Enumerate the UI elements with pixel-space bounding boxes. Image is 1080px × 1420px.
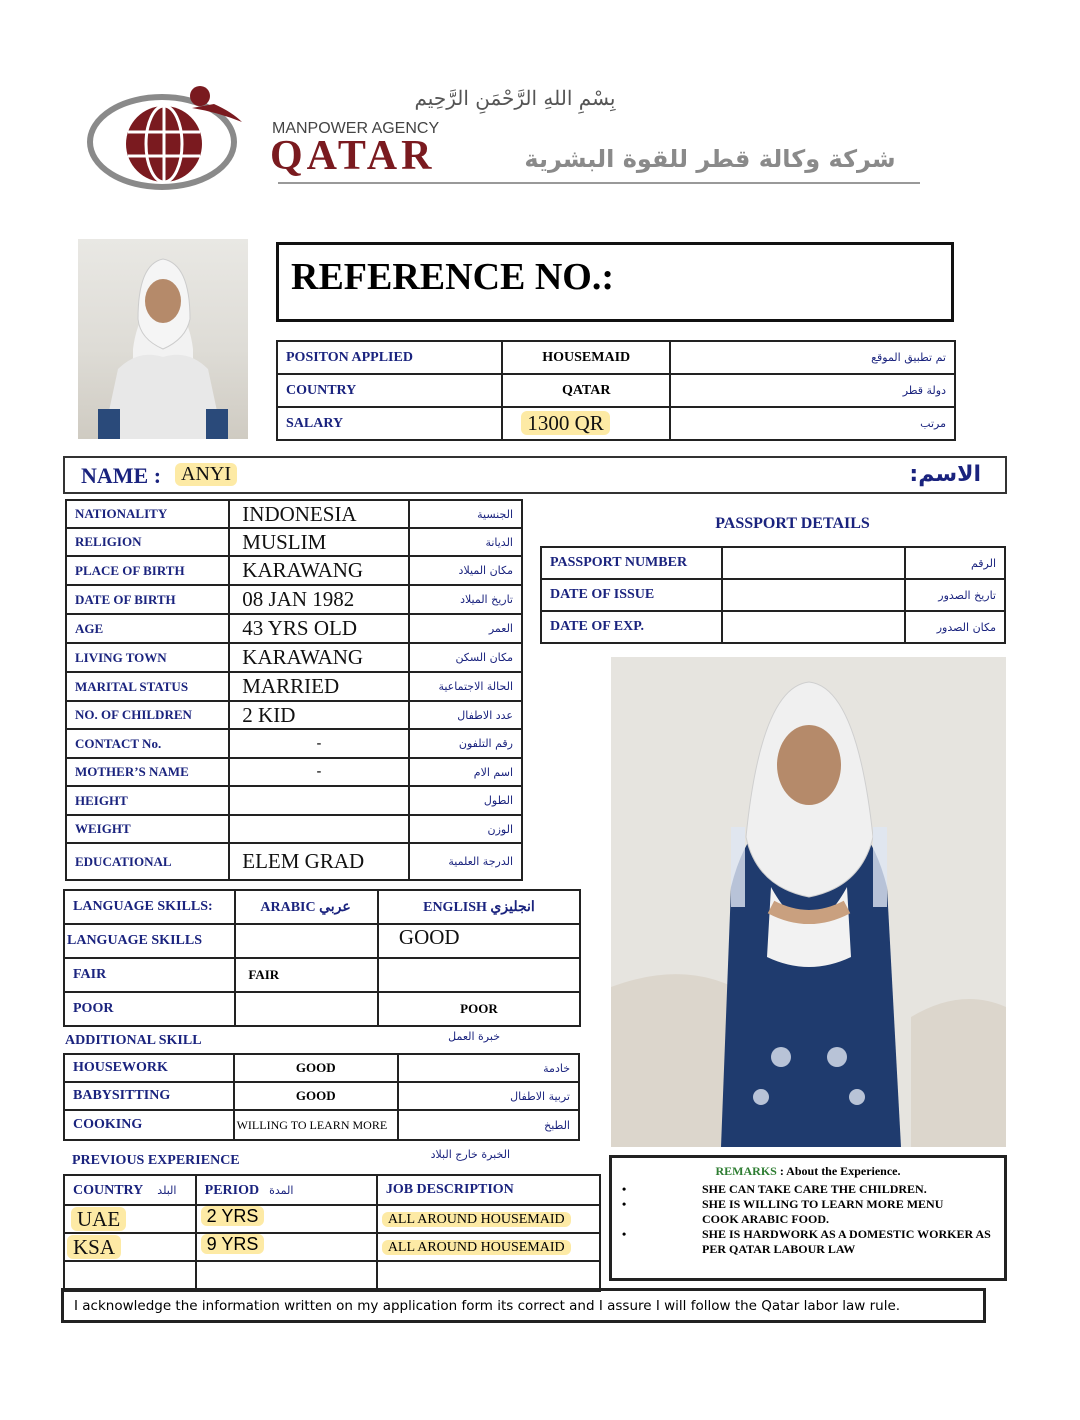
personal-field-value: -	[229, 758, 408, 786]
table-row	[64, 890, 580, 924]
remark-text: SHE CAN TAKE CARE THE CHILDREN.	[702, 1182, 927, 1196]
personal-field-label: RELIGION	[66, 528, 229, 556]
english-header: ENGLISH انجليزي	[378, 890, 580, 924]
period-header: PERIOD	[204, 1183, 260, 1198]
experience-country	[64, 1261, 196, 1291]
agency-name: QATAR	[270, 133, 436, 179]
name-bar	[63, 456, 1007, 494]
personal-field-arabic: رقم التلفون	[409, 729, 522, 758]
previous-experience-arabic-title: الخبرة خارج البلاد	[430, 1148, 510, 1161]
english-poor: POOR	[378, 992, 580, 1026]
expiry-date-label: DATE OF EXP.	[541, 611, 722, 643]
personal-field-value: MUSLIM	[229, 528, 408, 556]
expiry-date-arabic: مكان الصدور	[905, 611, 1005, 643]
table-row	[64, 958, 580, 992]
experience-period	[196, 1261, 377, 1291]
acknowledgement-text: I acknowledge the information written on my application form its correct and I assure I will follow the Qatar labor law rule.	[74, 1298, 901, 1314]
table-row	[64, 1082, 579, 1110]
personal-field-value	[229, 815, 408, 843]
remarks-suffix: : About the Experience.	[779, 1164, 901, 1178]
position-value: HOUSEMAID	[502, 341, 670, 374]
position-arabic: تم تطبيق الموقع	[670, 341, 955, 374]
babysitting-label: BABYSITTING	[64, 1082, 234, 1110]
list-item: • SHE IS HARDWORK AS A DOMESTIC WORKER AS PER QATAR LABOUR LAW	[612, 1227, 1004, 1257]
job-description-header: JOB DESCRIPTION	[377, 1175, 600, 1205]
table-row	[66, 701, 522, 729]
country-header-arabic: البلد	[157, 1184, 177, 1197]
previous-experience-title: PREVIOUS EXPERIENCE	[72, 1153, 240, 1168]
cooking-label: COOKING	[64, 1110, 234, 1140]
reference-box	[276, 242, 954, 322]
name-arabic: الاسم:	[909, 462, 981, 487]
position-table	[276, 340, 956, 441]
table-row	[64, 992, 580, 1026]
table-row	[64, 924, 580, 958]
cooking-arabic: الطبخ	[398, 1110, 579, 1140]
personal-field-label: HEIGHT	[66, 786, 229, 815]
salary-value: 1300 QR	[521, 411, 609, 435]
personal-field-value: 2 KID	[229, 701, 408, 729]
personal-field-arabic: مكان الميلاد	[409, 556, 522, 585]
personal-field-arabic: الجنسية	[409, 500, 522, 528]
personal-field-arabic: عدد الاطفال	[409, 701, 522, 729]
personal-field-arabic: الطول	[409, 786, 522, 815]
globe-person-icon	[82, 82, 262, 192]
experience-job	[377, 1261, 600, 1291]
table-row	[64, 1054, 579, 1082]
remarks-label: REMARKS	[715, 1164, 777, 1178]
table-row	[541, 611, 1005, 643]
additional-skill-table	[63, 1053, 580, 1141]
table-row	[64, 1175, 600, 1205]
table-row	[277, 407, 955, 440]
agency-logo	[82, 82, 262, 192]
personal-field-value: 43 YRS OLD	[229, 614, 408, 643]
bismillah-calligraphy: بِسْمِ اللهِ الرَّحْمَنِ الرَّحِيم	[414, 86, 616, 110]
cooking-value: WILLING TO LEARN MORE	[234, 1110, 398, 1140]
english-level: GOOD	[378, 924, 580, 958]
table-row	[277, 341, 955, 374]
personal-field-value: KARAWANG	[229, 556, 408, 585]
personal-field-arabic: الديانة	[409, 528, 522, 556]
passport-title: PASSPORT DETAILS	[715, 515, 870, 532]
full-body-photo	[611, 657, 1006, 1147]
personal-field-arabic: الدرجة العلمية	[409, 843, 522, 880]
salary-arabic: مرتب	[670, 407, 955, 440]
table-row	[64, 1233, 600, 1261]
experience-country: UAE	[71, 1207, 126, 1231]
language-table	[63, 889, 581, 1027]
personal-field-label: MOTHER’S NAME	[66, 758, 229, 786]
table-row	[66, 614, 522, 643]
header-underline	[278, 182, 920, 184]
personal-field-label: PLACE OF BIRTH	[66, 556, 229, 585]
name-label: NAME :	[81, 463, 162, 488]
reference-title: REFERENCE NO.:	[291, 256, 615, 298]
additional-skill-arabic-title: خبرة العمل	[448, 1030, 500, 1043]
arabic-header: ARABIC عربي	[235, 890, 378, 924]
personal-field-label: WEIGHT	[66, 815, 229, 843]
position-label: POSITON APPLIED	[277, 341, 502, 374]
experience-job: ALL AROUND HOUSEMAID	[382, 1212, 571, 1227]
personal-field-arabic: اسم الام	[409, 758, 522, 786]
personal-field-value: MARRIED	[229, 672, 408, 701]
table-row	[64, 1110, 579, 1140]
table-row	[66, 672, 522, 701]
list-item: • SHE IS WILLING TO LEARN MORE MENU COOK ARABIC FOOD.	[612, 1197, 1004, 1227]
expiry-date-value	[722, 611, 905, 643]
table-row	[277, 374, 955, 407]
table-row	[66, 556, 522, 585]
issue-date-arabic: تاريخ الصدور	[905, 579, 1005, 611]
table-row	[541, 579, 1005, 611]
personal-field-label: CONTACT No.	[66, 729, 229, 758]
remark-text: SHE IS HARDWORK AS A DOMESTIC WORKER AS PER QATAR LABOUR LAW	[702, 1227, 991, 1256]
table-row	[541, 547, 1005, 579]
remarks-box	[609, 1155, 1007, 1281]
table-row	[66, 643, 522, 672]
remark-text: SHE IS WILLING TO LEARN MORE MENU COOK ARABIC FOOD.	[702, 1197, 944, 1226]
country-label: COUNTRY	[277, 374, 502, 407]
table-row	[66, 528, 522, 556]
personal-field-label: EDUCATIONAL	[66, 843, 229, 880]
housework-value: GOOD	[234, 1054, 398, 1082]
experience-job: ALL AROUND HOUSEMAID	[382, 1240, 571, 1255]
issue-date-value	[722, 579, 905, 611]
housework-label: HOUSEWORK	[64, 1054, 234, 1082]
country-value: QATAR	[502, 374, 670, 407]
personal-field-label: NATIONALITY	[66, 500, 229, 528]
personal-field-arabic: الحالة الاجتماعية	[409, 672, 522, 701]
country-header: COUNTRY	[73, 1183, 144, 1198]
language-skills-label: LANGUAGE SKILLS	[64, 924, 235, 958]
personal-details-table	[65, 499, 523, 881]
table-row	[66, 500, 522, 528]
table-row	[66, 815, 522, 843]
passport-table	[540, 546, 1006, 644]
arabic-fair: FAIR	[235, 958, 378, 992]
personal-field-label: MARITAL STATUS	[66, 672, 229, 701]
table-row	[66, 585, 522, 614]
poor-label: POOR	[64, 992, 235, 1026]
personal-field-value: KARAWANG	[229, 643, 408, 672]
personal-field-value: -	[229, 729, 408, 758]
personal-field-value: 08 JAN 1982	[229, 585, 408, 614]
personal-field-label: LIVING TOWN	[66, 643, 229, 672]
acknowledgement-box	[61, 1288, 986, 1323]
english-fair	[378, 958, 580, 992]
arabic-level	[235, 924, 378, 958]
passport-number-label: PASSPORT NUMBER	[541, 547, 722, 579]
period-header-arabic: المدة	[269, 1184, 294, 1197]
experience-period: 2 YRS	[201, 1206, 265, 1226]
personal-field-label: DATE OF BIRTH	[66, 585, 229, 614]
list-item: • SHE CAN TAKE CARE THE CHILDREN.	[622, 1182, 927, 1196]
personal-field-value	[229, 786, 408, 815]
personal-field-arabic: مكان السكن	[409, 643, 522, 672]
table-row	[64, 1205, 600, 1233]
personal-field-label: NO. OF CHILDREN	[66, 701, 229, 729]
table-row	[66, 758, 522, 786]
passport-photo	[78, 239, 248, 439]
babysitting-arabic: تربية الاطفال	[398, 1082, 579, 1110]
issue-date-label: DATE OF ISSUE	[541, 579, 722, 611]
table-row	[64, 1261, 600, 1291]
personal-field-label: AGE	[66, 614, 229, 643]
housework-arabic: خادمة	[398, 1054, 579, 1082]
table-row	[66, 729, 522, 758]
table-row	[66, 786, 522, 815]
passport-number-arabic: الرقم	[905, 547, 1005, 579]
personal-field-value: ELEM GRAD	[229, 843, 408, 880]
experience-country: KSA	[67, 1235, 121, 1259]
personal-field-arabic: العمر	[409, 614, 522, 643]
country-arabic: دولة قطر	[670, 374, 955, 407]
personal-field-arabic: تاريخ الميلاد	[409, 585, 522, 614]
personal-field-arabic: الوزن	[409, 815, 522, 843]
experience-table	[63, 1174, 601, 1292]
babysitting-value: GOOD	[234, 1082, 398, 1110]
fair-label: FAIR	[64, 958, 235, 992]
experience-period: 9 YRS	[201, 1234, 265, 1254]
table-row	[66, 843, 522, 880]
passport-number-value	[722, 547, 905, 579]
arabic-poor	[235, 992, 378, 1026]
language-header: LANGUAGE SKILLS:	[64, 890, 235, 924]
agency-arabic-name: شركة وكالة قطر للقوة البشرية	[524, 145, 896, 173]
agency-line: MANPOWER AGENCY	[272, 120, 440, 137]
name-value: ANYI	[175, 463, 237, 486]
personal-field-value: INDONESIA	[229, 500, 408, 528]
salary-label: SALARY	[277, 407, 502, 440]
additional-skill-title: ADDITIONAL SKILL	[65, 1033, 202, 1048]
